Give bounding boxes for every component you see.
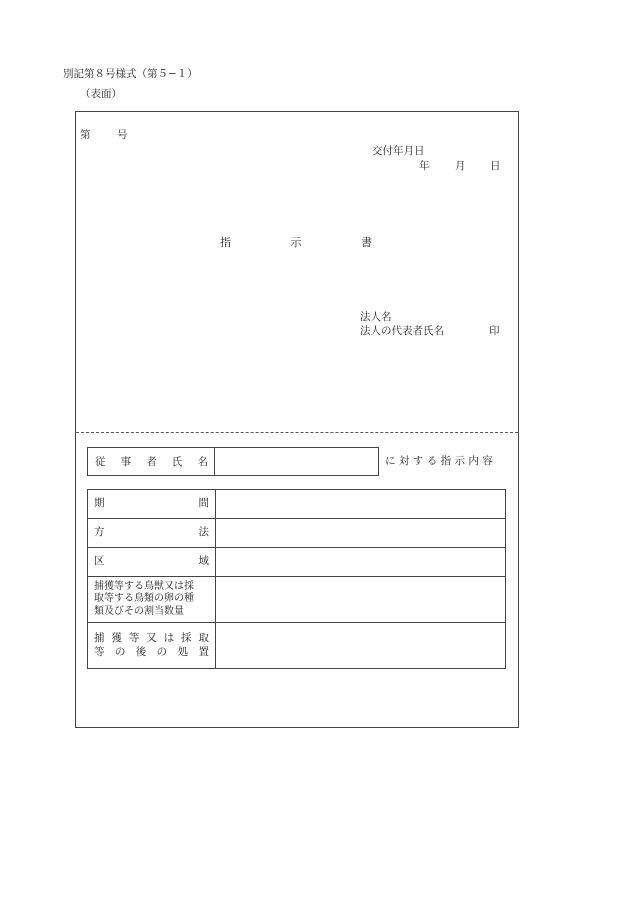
box-divider — [214, 448, 215, 475]
disposal-value[interactable] — [216, 623, 506, 669]
rep-name-label: 法人の代表者氏名 — [360, 325, 444, 337]
number-prefix: 第 — [80, 129, 91, 141]
table-row — [88, 519, 506, 548]
instruction-details-table — [87, 489, 506, 669]
area-value[interactable] — [216, 548, 506, 577]
row-label-area: 区 域 — [88, 548, 216, 577]
corp-name-label: 法人名 — [360, 311, 392, 323]
table-row — [88, 577, 506, 623]
instruction-suffix: に対する指示内容 — [385, 455, 497, 467]
row-label-method: 方 法 — [88, 519, 216, 548]
date-month: 月 — [455, 160, 466, 172]
method-value[interactable] — [216, 519, 506, 548]
title-char: 書 — [361, 236, 372, 249]
document-title — [220, 236, 372, 249]
form-id: 別記第８号様式（第５−１） — [63, 68, 198, 80]
date-year: 年 — [419, 160, 430, 172]
number-suffix: 号 — [117, 129, 128, 141]
employee-name-box — [87, 447, 379, 476]
issue-date-label: 交付年月日 — [372, 145, 425, 157]
period-value[interactable] — [216, 490, 506, 519]
row-label-disposal: 捕 獲 等 又 は 採 取 等 の 後 の 処 置 — [88, 623, 216, 669]
species-quota-value[interactable] — [216, 577, 506, 623]
row-label-period: 期 間 — [88, 490, 216, 519]
seal-mark: 印 — [489, 325, 500, 337]
form-side-label: （表面） — [80, 88, 122, 100]
table-row — [88, 490, 506, 519]
row-label-species-quota: 捕獲等する鳥獣又は採 取等する鳥類の卵の種 類及びその割当数量 — [88, 577, 216, 623]
title-char: 示 — [290, 236, 302, 249]
employee-name-label: 従 事 者 氏 名 — [95, 456, 208, 468]
table-row — [88, 548, 506, 577]
title-char: 指 — [220, 236, 231, 249]
dashed-separator — [76, 432, 518, 433]
date-day: 日 — [490, 160, 501, 172]
table-row — [88, 623, 506, 669]
